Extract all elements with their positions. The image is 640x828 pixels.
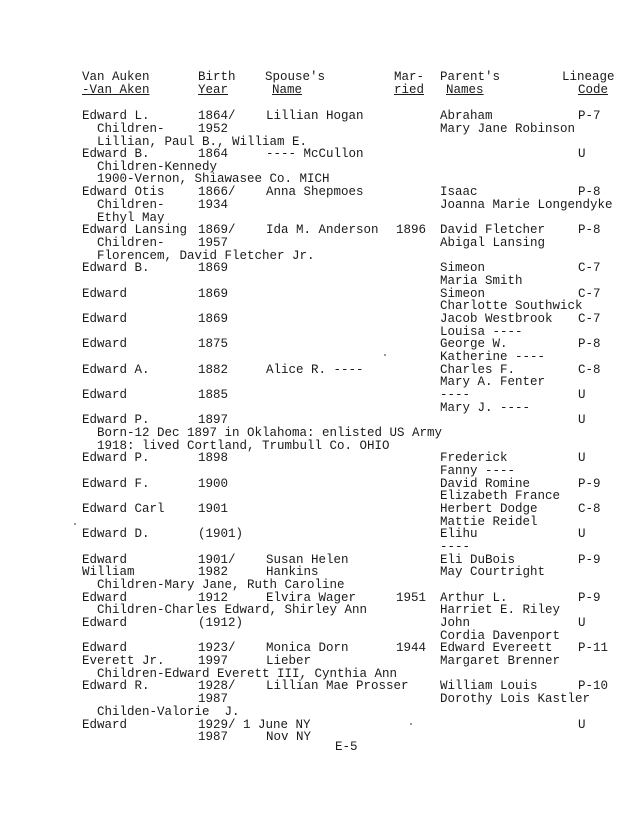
header-spouse-line1: Spouse's <box>265 70 326 84</box>
parents-name: Louisa ---- <box>440 325 523 339</box>
name: Edward D. <box>82 527 150 541</box>
birth-year: (1912) <box>198 616 244 630</box>
birth-year: 1885 <box>198 388 229 402</box>
parents-name: Simeon <box>440 261 486 275</box>
header-birth-line1: Birth <box>198 70 236 84</box>
parents-name: Elihu <box>440 527 478 541</box>
name: Edward B. <box>82 261 150 275</box>
name: Edward <box>82 388 128 402</box>
lineage-code: U <box>578 413 586 427</box>
page-number: E-5 <box>335 740 358 754</box>
name: Edward P. <box>82 413 150 427</box>
lineage-code: P-7 <box>578 109 601 123</box>
birth-year: 1901 <box>198 502 229 516</box>
birth-year: 1997 <box>198 654 229 668</box>
spouse-name: Nov NY <box>266 730 312 744</box>
parents-name: Jacob Westbrook <box>440 312 553 326</box>
birth-year: 1957 <box>198 236 229 250</box>
lineage-code: C-7 <box>578 261 601 275</box>
parents-name: Frederick <box>440 451 508 465</box>
lineage-code: U <box>578 451 586 465</box>
name: Children- <box>82 122 165 136</box>
birth-year: 1987 <box>198 692 229 706</box>
lineage-code: U <box>578 527 586 541</box>
name: Edward B. <box>82 147 150 161</box>
lineage-code: U <box>578 718 586 732</box>
lineage-code: U <box>578 147 586 161</box>
married-year: 1951 <box>396 591 427 605</box>
parents-name: Margaret Brenner <box>440 654 561 668</box>
birth-year: 1987 <box>198 730 229 744</box>
birth-year: 1900 <box>198 477 229 491</box>
birth-year: 1928/ <box>198 679 236 693</box>
parents-name: Herbert Dodge <box>440 502 538 516</box>
parents-name: Charlotte Southwick <box>440 299 583 313</box>
parents-name: Joanna Marie Longendyke <box>440 198 613 212</box>
spouse-name: Anna Shepmoes <box>266 185 364 199</box>
parents-name: Edward Evereett <box>440 641 553 655</box>
parents-name: Mary J. ---- <box>440 401 531 415</box>
header-name-line2: -Van Aken <box>82 83 150 97</box>
parents-name: Harriet E. Riley <box>440 603 561 617</box>
spouse-name: Ida M. Anderson <box>266 223 379 237</box>
spouse-name: ---- McCullon <box>266 147 364 161</box>
parents-name: Arthur L. <box>440 591 508 605</box>
parents-name: Dorothy Lois Kastler <box>440 692 591 706</box>
name: Edward A. <box>82 363 150 377</box>
name: Ethyl May <box>82 211 165 225</box>
lineage-code: P-10 <box>578 679 609 693</box>
name: Edward <box>82 312 128 326</box>
lineage-code: P-11 <box>578 641 609 655</box>
header-married-line2: ried <box>394 83 425 97</box>
name: Edward <box>82 337 128 351</box>
header-married-line1: Mar- <box>394 70 425 84</box>
lineage-code: C-7 <box>578 287 601 301</box>
spouse-name: Lieber <box>266 654 312 668</box>
name: Childen-Valorie J. <box>82 705 240 719</box>
header-lineage-line2: Code <box>578 83 609 97</box>
parents-name: Maria Smith <box>440 274 523 288</box>
parents-name: David Fletcher <box>440 223 546 237</box>
name: Children-Edward Everett III, Cynthia Ann <box>82 667 398 681</box>
lineage-code: C-8 <box>578 363 601 377</box>
spouse-name: Hankins <box>266 565 319 579</box>
name: Edward R. <box>82 679 150 693</box>
lineage-code: U <box>578 616 586 630</box>
parents-name: Eli DuBois <box>440 553 516 567</box>
birth-year: 1897 <box>198 413 229 427</box>
birth-year: 1898 <box>198 451 229 465</box>
lineage-code: C-8 <box>578 502 601 516</box>
lineage-code: P-9 <box>578 553 601 567</box>
parents-name: ---- <box>440 388 471 402</box>
married-year: 1896 <box>396 223 427 237</box>
header-parents-line1: Parent's <box>440 70 501 84</box>
scan-speck <box>384 354 386 356</box>
birth-year: 1912 <box>198 591 229 605</box>
parents-name: Elizabeth France <box>440 489 561 503</box>
spouse-name: Alice R. ---- <box>266 363 364 377</box>
name: Edward <box>82 616 128 630</box>
name: Edward Otis <box>82 185 165 199</box>
birth-year: 1934 <box>198 198 229 212</box>
parents-name: William Louis <box>440 679 538 693</box>
parents-name: Mary A. Fenter <box>440 375 546 389</box>
parents-name: Abraham <box>440 109 493 123</box>
birth-year: 1929/ 1 June NY <box>198 718 311 732</box>
parents-name: Mattie Reidel <box>440 515 538 529</box>
birth-year: 1982 <box>198 565 229 579</box>
name: Edward <box>82 718 128 732</box>
birth-year: 1869 <box>198 287 229 301</box>
name: Children-Kennedy <box>82 160 218 174</box>
parents-name: Isaac <box>440 185 478 199</box>
header-parents-line2: Names <box>446 83 484 97</box>
lineage-code: P-8 <box>578 337 601 351</box>
birth-year: 1866/ <box>198 185 236 199</box>
parents-name: Mary Jane Robinson <box>440 122 576 136</box>
birth-year: (1901) <box>198 527 244 541</box>
parents-name: Katherine ---- <box>440 350 546 364</box>
name: William <box>82 565 135 579</box>
birth-year: 1869 <box>198 261 229 275</box>
lineage-code: U <box>578 388 586 402</box>
spouse-name: Susan Helen <box>266 553 349 567</box>
parents-name: ---- <box>440 540 471 554</box>
parents-name: George W. <box>440 337 508 351</box>
birth-year: 1864/ <box>198 109 236 123</box>
parents-name: Simeon <box>440 287 486 301</box>
name: Edward Lansing <box>82 223 188 237</box>
name: Florencem, David Fletcher Jr. <box>82 249 315 263</box>
lineage-code: P-9 <box>578 477 601 491</box>
birth-year: 1869/ <box>198 223 236 237</box>
name: Children- <box>82 198 165 212</box>
birth-year: 1864 <box>198 147 229 161</box>
name: Edward P. <box>82 451 150 465</box>
spouse-name: Lillian Mae Prosser <box>266 679 409 693</box>
name: Edward F. <box>82 477 150 491</box>
scan-speck <box>410 723 412 725</box>
scan-speck <box>74 523 76 525</box>
lineage-code: C-7 <box>578 312 601 326</box>
birth-year: 1882 <box>198 363 229 377</box>
name: Lillian, Paul B., William E. <box>82 135 308 149</box>
parents-name: Charles F. <box>440 363 516 377</box>
name: Everett Jr. <box>82 654 165 668</box>
birth-year: 1901/ <box>198 553 236 567</box>
header-lineage-line1: Lineage <box>562 70 615 84</box>
name: Edward Carl <box>82 502 165 516</box>
parents-name: Cordia Davenport <box>440 629 561 643</box>
birth-year: 1869 <box>198 312 229 326</box>
name: Edward <box>82 553 128 567</box>
lineage-code: P-8 <box>578 223 601 237</box>
header-spouse-line2: Name <box>272 83 303 97</box>
spouse-name: Monica Dorn <box>266 641 349 655</box>
name: Born-12 Dec 1897 in Oklahoma: enlisted US Army <box>82 426 443 440</box>
parents-name: Abigal Lansing <box>440 236 546 250</box>
birth-year: 1952 <box>198 122 229 136</box>
spouse-name: Lillian Hogan <box>266 109 364 123</box>
birth-year: 1875 <box>198 337 229 351</box>
name: Children-Charles Edward, Shirley Ann <box>82 603 368 617</box>
parents-name: John <box>440 616 471 630</box>
name: Children- <box>82 236 165 250</box>
lineage-code: P-8 <box>578 185 601 199</box>
header-birth-line2: Year <box>198 83 229 97</box>
parents-name: May Courtright <box>440 565 546 579</box>
parents-name: David Romine <box>440 477 531 491</box>
name: Children-Mary Jane, Ruth Caroline <box>82 578 345 592</box>
name: 1900-Vernon, Shiawasee Co. MICH <box>82 172 330 186</box>
header-name-line1: Van Auken <box>82 70 150 84</box>
name: Edward <box>82 287 128 301</box>
name: Edward L. <box>82 109 150 123</box>
name: Edward <box>82 641 128 655</box>
name: Edward <box>82 591 128 605</box>
birth-year: 1923/ <box>198 641 236 655</box>
spouse-name: Elvira Wager <box>266 591 357 605</box>
lineage-code: P-9 <box>578 591 601 605</box>
name: 1918: lived Cortland, Trumbull Co. OHIO <box>82 439 390 453</box>
married-year: 1944 <box>396 641 427 655</box>
parents-name: Fanny ---- <box>440 464 516 478</box>
